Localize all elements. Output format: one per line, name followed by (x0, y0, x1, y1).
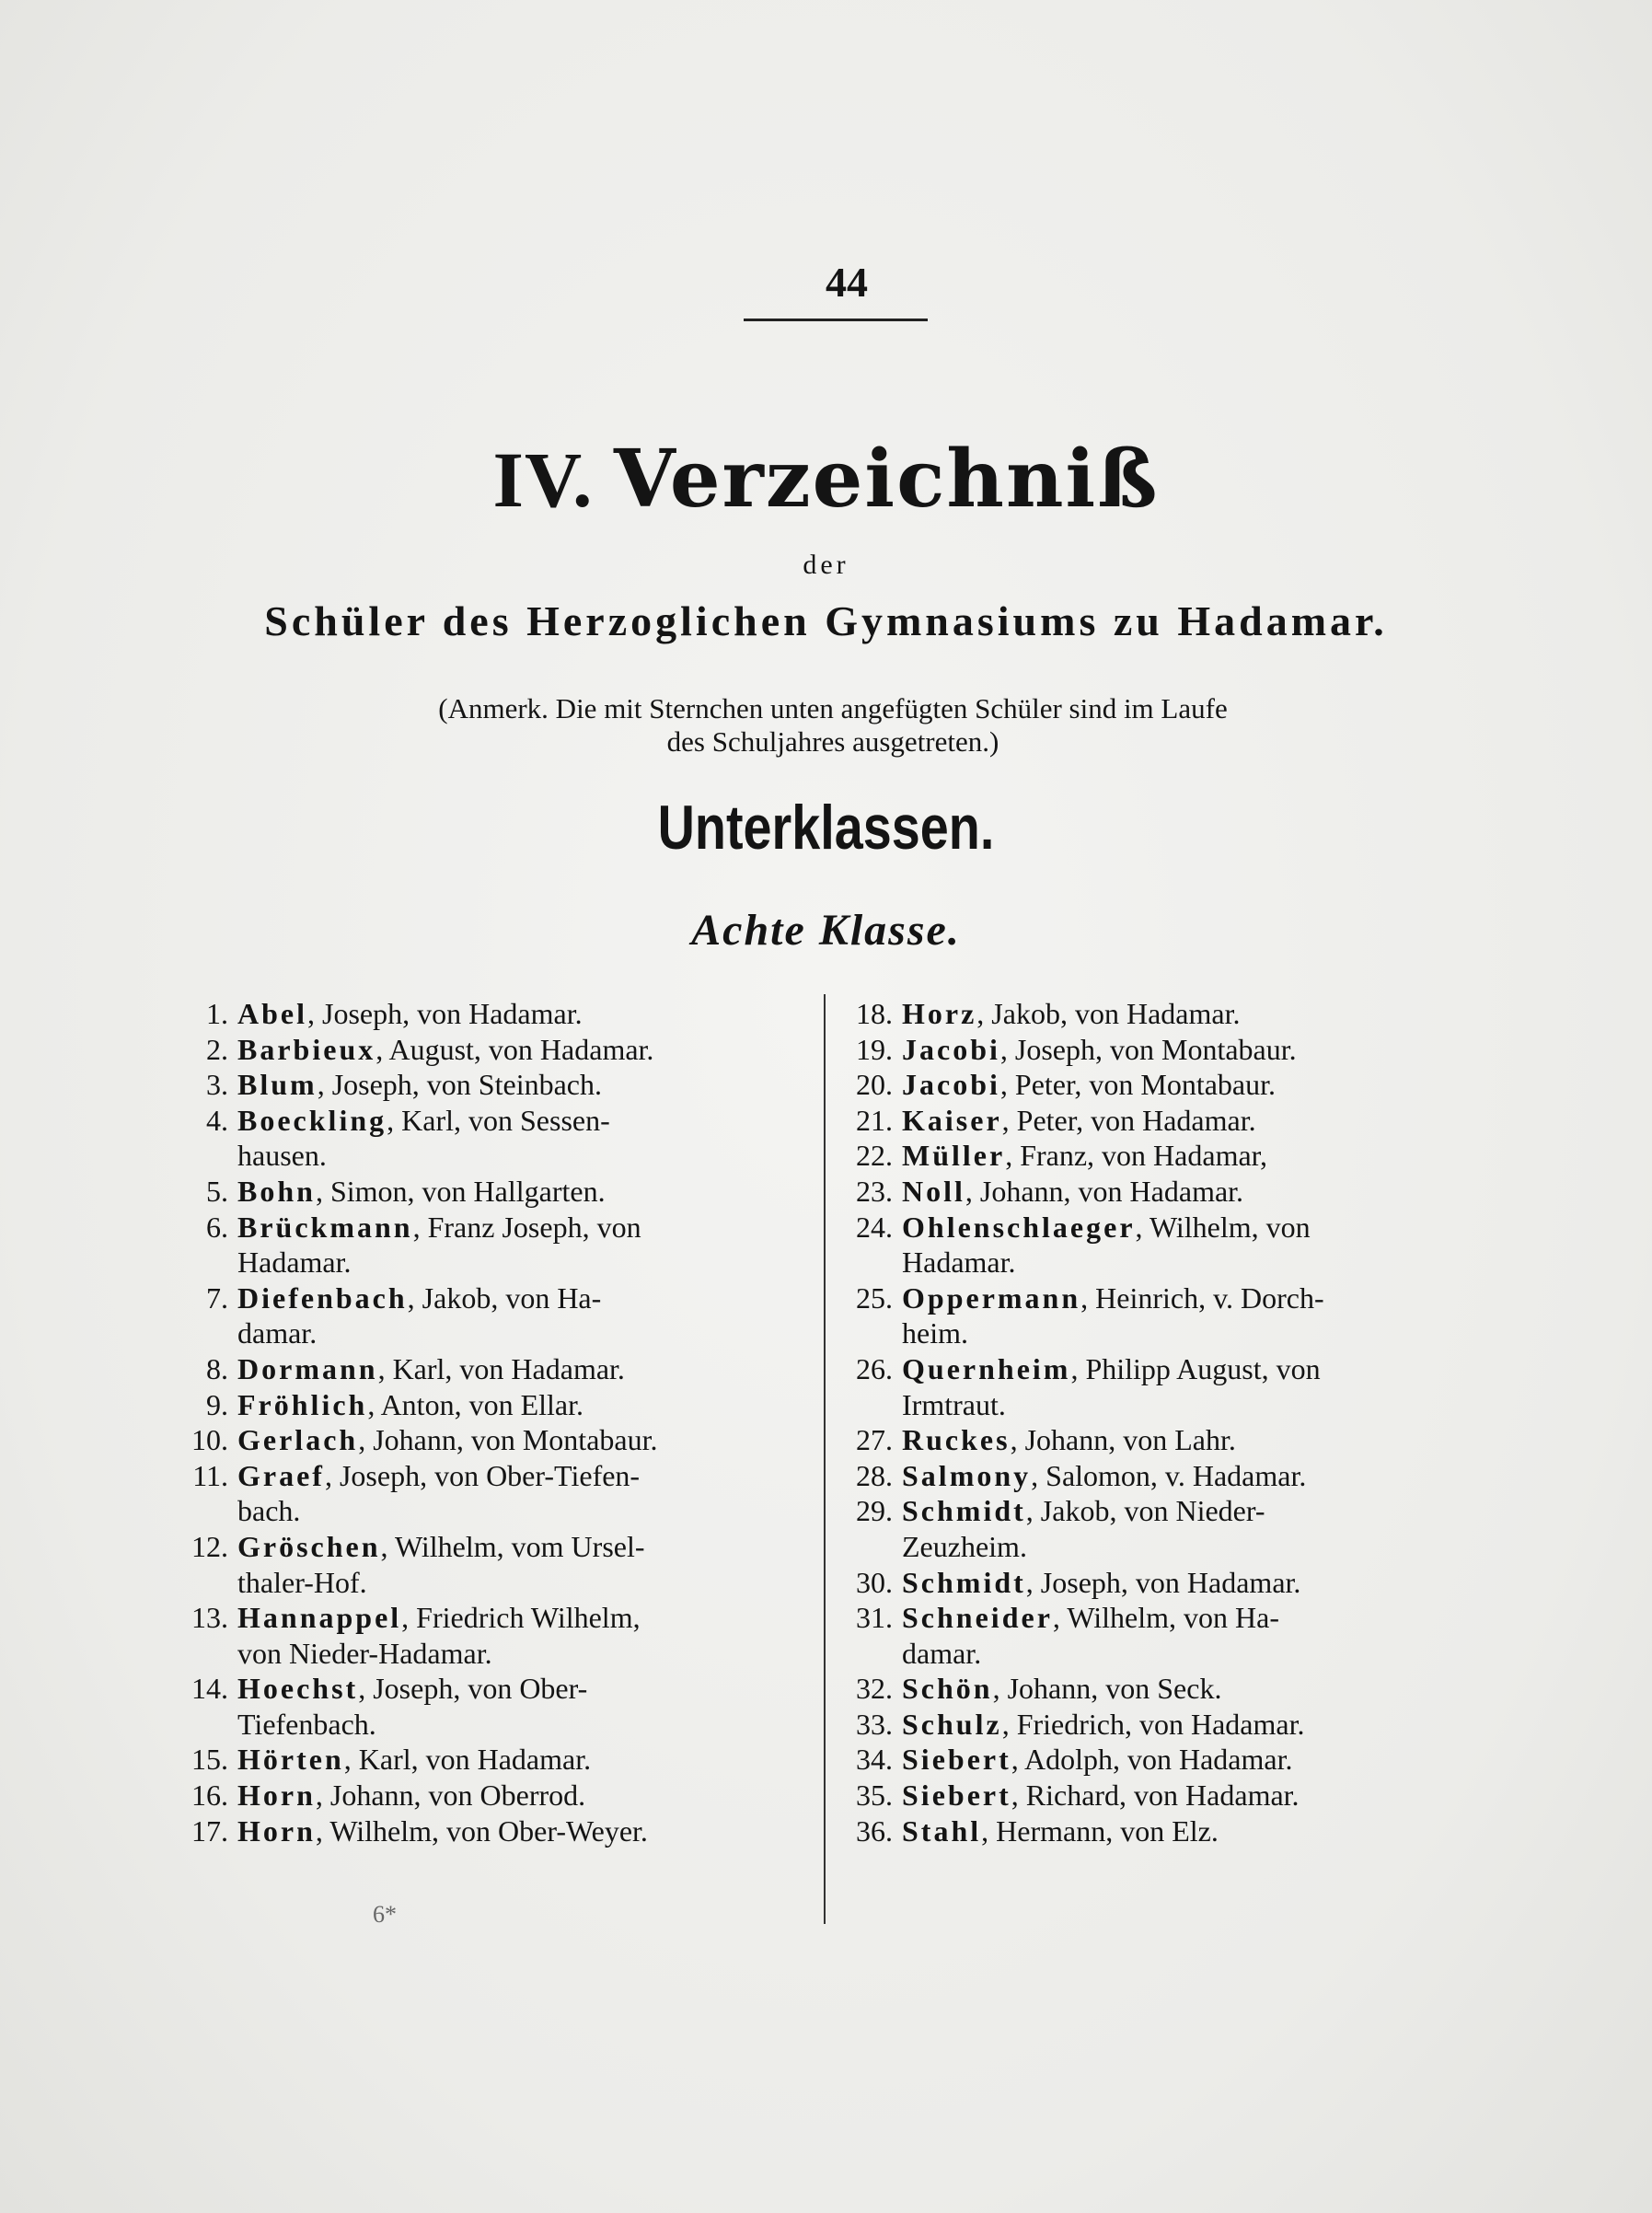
student-text (902, 1742, 1486, 1778)
student-details: , Salomon, v. Hadamar. (1031, 1458, 1307, 1492)
student-text (237, 1174, 817, 1210)
student-details: , Joseph, von Ober-Tiefen- (324, 1458, 641, 1492)
student-surname: Schön (902, 1672, 993, 1706)
student-text (237, 1778, 817, 1813)
student-entry (173, 1067, 817, 1103)
student-text (902, 1600, 1486, 1671)
student-details: , Joseph, von Hadamar. (307, 997, 583, 1030)
student-surname: Horn (237, 1779, 316, 1813)
student-number: 12. (191, 1529, 228, 1563)
student-details-continued: damar. (237, 1316, 318, 1350)
student-surname: Graef (237, 1458, 325, 1492)
student-entry (173, 1387, 817, 1423)
student-entry (838, 1742, 1486, 1778)
student-number: 26. (856, 1351, 893, 1385)
student-details: , Johann, von Seck. (992, 1672, 1222, 1706)
student-details: , Jakob, von Ha- (407, 1280, 602, 1315)
page-number-rule (744, 319, 928, 321)
student-details: , Johann, von Montabaur. (358, 1423, 658, 1457)
student-number: 7. (206, 1280, 228, 1315)
student-surname: Schmidt (902, 1494, 1026, 1528)
student-number: 35. (856, 1779, 893, 1813)
student-text (902, 1565, 1486, 1601)
student-entry (838, 1032, 1486, 1068)
student-entry (173, 1529, 817, 1600)
school-heading: Schüler des Herzoglichen Gymnasiums zu Hadamar. (264, 597, 1388, 644)
student-text (237, 1742, 817, 1778)
student-surname: Schulz (902, 1707, 1002, 1741)
student-number: 21. (856, 1103, 893, 1137)
student-surname: Hoechst (237, 1672, 359, 1706)
student-details: , Wilhelm, von Ha- (1052, 1601, 1279, 1635)
student-entry (173, 1422, 817, 1458)
student-details: , Franz Joseph, von (412, 1210, 641, 1244)
student-details: , Peter, von Montabaur. (999, 1068, 1276, 1102)
student-surname: Abel (237, 997, 307, 1030)
student-surname: Gerlach (237, 1423, 359, 1457)
student-details: , Friedrich, von Hadamar. (1001, 1707, 1305, 1741)
student-number: 24. (856, 1210, 893, 1244)
student-surname: Diefenbach (237, 1280, 408, 1315)
student-number: 5. (206, 1174, 228, 1208)
student-entry (173, 1778, 817, 1813)
student-surname: Oppermann (902, 1280, 1081, 1315)
student-entry (173, 1351, 817, 1387)
student-entry (173, 1813, 817, 1849)
student-text (237, 1103, 817, 1174)
student-entry (173, 996, 817, 1032)
student-details: , Karl, von Hadamar. (343, 1743, 592, 1777)
student-details-continued: Hadamar. (237, 1246, 352, 1280)
student-details: , Simon, von Hallgarten. (315, 1174, 606, 1208)
student-surname: Ohlenschlaeger (902, 1210, 1136, 1244)
note-line-2: des Schuljahres ausgetreten.) (666, 725, 999, 758)
student-number: 29. (856, 1494, 893, 1528)
student-details: , Johann, von Lahr. (1010, 1423, 1236, 1457)
student-text (237, 1067, 817, 1103)
student-details-continued: Irmtraut. (902, 1387, 1006, 1421)
student-entry (838, 1351, 1486, 1422)
student-surname: Stahl (902, 1813, 982, 1848)
student-surname: Ruckes (902, 1423, 1011, 1457)
student-entry (173, 1174, 817, 1210)
student-surname: Jacobi (902, 1068, 1000, 1102)
student-text (237, 1600, 817, 1671)
student-details: , Adolph, von Hadamar. (1011, 1743, 1293, 1777)
student-details: , Franz, von Hadamar, (1005, 1139, 1268, 1173)
student-surname: Müller (902, 1139, 1006, 1173)
student-details: , Anton, von Ellar. (367, 1387, 583, 1421)
student-number: 16. (191, 1779, 228, 1813)
student-number: 10. (191, 1423, 228, 1457)
student-surname: Schmidt (902, 1565, 1026, 1599)
student-number: 30. (856, 1565, 893, 1599)
student-details: , Joseph, von Ober- (358, 1672, 588, 1706)
student-surname: Noll (902, 1174, 965, 1208)
student-number: 31. (856, 1601, 893, 1635)
student-entry (838, 1174, 1486, 1210)
student-details: , Jakob, von Nieder- (1025, 1494, 1265, 1528)
student-text (902, 1778, 1486, 1813)
student-number: 1. (206, 997, 228, 1030)
student-text (237, 1387, 817, 1423)
student-surname: Horz (902, 997, 977, 1030)
student-text (237, 1210, 817, 1280)
student-surname: Blum (237, 1068, 318, 1102)
student-number: 19. (856, 1032, 893, 1066)
student-number: 9. (206, 1387, 228, 1421)
student-details-continued: von Nieder-Hadamar. (237, 1636, 492, 1670)
student-surname: Boeckling (237, 1103, 387, 1137)
student-text (237, 1458, 817, 1529)
student-number: 18. (856, 997, 893, 1030)
student-details: , Wilhelm, von (1135, 1210, 1311, 1244)
student-number: 22. (856, 1139, 893, 1173)
student-surname: Salmony (902, 1458, 1032, 1492)
student-details: , August, von Hadamar. (375, 1032, 654, 1066)
student-text (237, 1280, 817, 1351)
student-number: 27. (856, 1423, 893, 1457)
student-number: 6. (206, 1210, 228, 1244)
student-details: , Jakob, von Hadamar. (976, 997, 1241, 1030)
student-number: 8. (206, 1351, 228, 1385)
column-divider (824, 994, 826, 1924)
student-details-continued: heim. (902, 1316, 968, 1350)
student-details: , Richard, von Hadamar. (1011, 1779, 1300, 1813)
student-surname: Schneider (902, 1601, 1053, 1635)
student-details: , Wilhelm, von Ober-Weyer. (315, 1813, 648, 1848)
student-surname: Bohn (237, 1174, 316, 1208)
student-text (902, 1032, 1486, 1068)
student-number: 11. (192, 1458, 228, 1492)
stray-print-mark: 6* (373, 1901, 397, 1928)
student-details-continued: Tiefenbach. (237, 1707, 376, 1741)
student-text (902, 1103, 1486, 1139)
student-number: 33. (856, 1707, 893, 1741)
student-entry (173, 1600, 817, 1671)
student-entry (838, 1280, 1486, 1351)
student-details: , Joseph, von Montabaur. (999, 1032, 1297, 1066)
student-number: 2. (206, 1032, 228, 1066)
student-entry (838, 996, 1486, 1032)
student-details: , Johann, von Hadamar. (965, 1174, 1244, 1208)
student-text (237, 1671, 817, 1742)
student-number: 13. (191, 1601, 228, 1635)
student-surname: Siebert (902, 1779, 1011, 1813)
student-entry (838, 1600, 1486, 1671)
student-number: 15. (191, 1743, 228, 1777)
student-details: , Johann, von Oberrod. (315, 1779, 586, 1813)
student-text (237, 1351, 817, 1387)
student-number: 25. (856, 1280, 893, 1315)
student-details: , Joseph, von Steinbach. (317, 1068, 602, 1102)
student-details: , Peter, von Hadamar. (1001, 1103, 1256, 1137)
student-entry (173, 1032, 817, 1068)
student-details-continued: bach. (237, 1494, 301, 1528)
student-entry (838, 1671, 1486, 1707)
student-details: , Wilhelm, vom Ursel- (380, 1529, 645, 1563)
student-entry (838, 1778, 1486, 1813)
student-number: 23. (856, 1174, 893, 1208)
student-text (237, 996, 817, 1032)
student-entry (173, 1742, 817, 1778)
title-roman-numeral: IV. (492, 435, 594, 524)
student-text (902, 996, 1486, 1032)
student-details: , Karl, von Hadamar. (377, 1351, 625, 1385)
student-text (902, 1493, 1486, 1564)
student-text (237, 1422, 817, 1458)
student-details: , Friedrich Wilhelm, (401, 1601, 641, 1635)
student-entry (838, 1707, 1486, 1743)
student-surname: Siebert (902, 1743, 1011, 1777)
student-text (237, 1529, 817, 1600)
note-line-1: (Anmerk. Die mit Sternchen unten angefügten Schüler sind im Laufe (438, 692, 1228, 724)
student-details-continued: thaler-Hof. (237, 1565, 367, 1599)
student-text (902, 1210, 1486, 1280)
student-entry (838, 1422, 1486, 1458)
student-entry (173, 1103, 817, 1174)
student-text (902, 1280, 1486, 1351)
student-text (902, 1067, 1486, 1103)
student-text (902, 1351, 1486, 1422)
student-surname: Horn (237, 1813, 316, 1848)
student-list-left (173, 996, 817, 1848)
student-surname: Hörten (237, 1743, 344, 1777)
student-text (237, 1032, 817, 1068)
student-entry (838, 1813, 1486, 1849)
student-number: 14. (191, 1672, 228, 1706)
student-details-continued: damar. (902, 1636, 982, 1670)
student-entry (838, 1138, 1486, 1174)
student-list-right (838, 996, 1486, 1848)
student-number: 32. (856, 1672, 893, 1706)
list-title (0, 433, 1652, 526)
student-number: 20. (856, 1068, 893, 1102)
student-entry (173, 1458, 817, 1529)
student-entry (173, 1210, 817, 1280)
student-details-continued: Hadamar. (902, 1246, 1016, 1280)
student-text (902, 1813, 1486, 1849)
student-number: 17. (191, 1813, 228, 1848)
student-entry (838, 1103, 1486, 1139)
student-entry (838, 1458, 1486, 1494)
student-entry (173, 1671, 817, 1742)
student-surname: Barbieux (237, 1032, 376, 1066)
student-entry (838, 1565, 1486, 1601)
class-heading: Achte Klasse. (691, 906, 961, 955)
student-surname: Kaiser (902, 1103, 1002, 1137)
student-details: , Hermann, von Elz. (981, 1813, 1219, 1848)
title-der: der (803, 550, 849, 580)
student-surname: Quernheim (902, 1351, 1071, 1385)
student-surname: Dormann (237, 1351, 378, 1385)
student-details: , Heinrich, v. Dorch- (1080, 1280, 1324, 1315)
student-surname: Brückmann (237, 1210, 413, 1244)
student-entry (838, 1210, 1486, 1280)
title-word: Verzeichniß (613, 433, 1160, 526)
student-entry (173, 1280, 817, 1351)
student-surname: Gröschen (237, 1529, 381, 1563)
student-text (237, 1813, 817, 1849)
student-number: 36. (856, 1813, 893, 1848)
student-surname: Jacobi (902, 1032, 1000, 1066)
student-number: 4. (206, 1103, 228, 1137)
student-surname: Fröhlich (237, 1387, 368, 1421)
student-text (902, 1458, 1486, 1494)
student-details: , Joseph, von Hadamar. (1025, 1565, 1301, 1599)
student-details: , Karl, von Sessen- (387, 1103, 610, 1137)
student-number: 3. (206, 1068, 228, 1102)
section-heading: Unterklassen. (657, 793, 995, 863)
student-details-continued: hausen. (237, 1139, 327, 1173)
student-text (902, 1707, 1486, 1743)
student-text (902, 1422, 1486, 1458)
student-entry (838, 1493, 1486, 1564)
student-text (902, 1671, 1486, 1707)
annotation-note (304, 692, 1362, 759)
student-details-continued: Zeuzheim. (902, 1529, 1027, 1563)
student-text (902, 1174, 1486, 1210)
student-surname: Hannappel (237, 1601, 402, 1635)
student-details: , Philipp August, von (1070, 1351, 1321, 1385)
student-number: 28. (856, 1458, 893, 1492)
student-entry (838, 1067, 1486, 1103)
page-number: 44 (826, 259, 868, 306)
student-text (902, 1138, 1486, 1174)
student-number: 34. (856, 1743, 893, 1777)
